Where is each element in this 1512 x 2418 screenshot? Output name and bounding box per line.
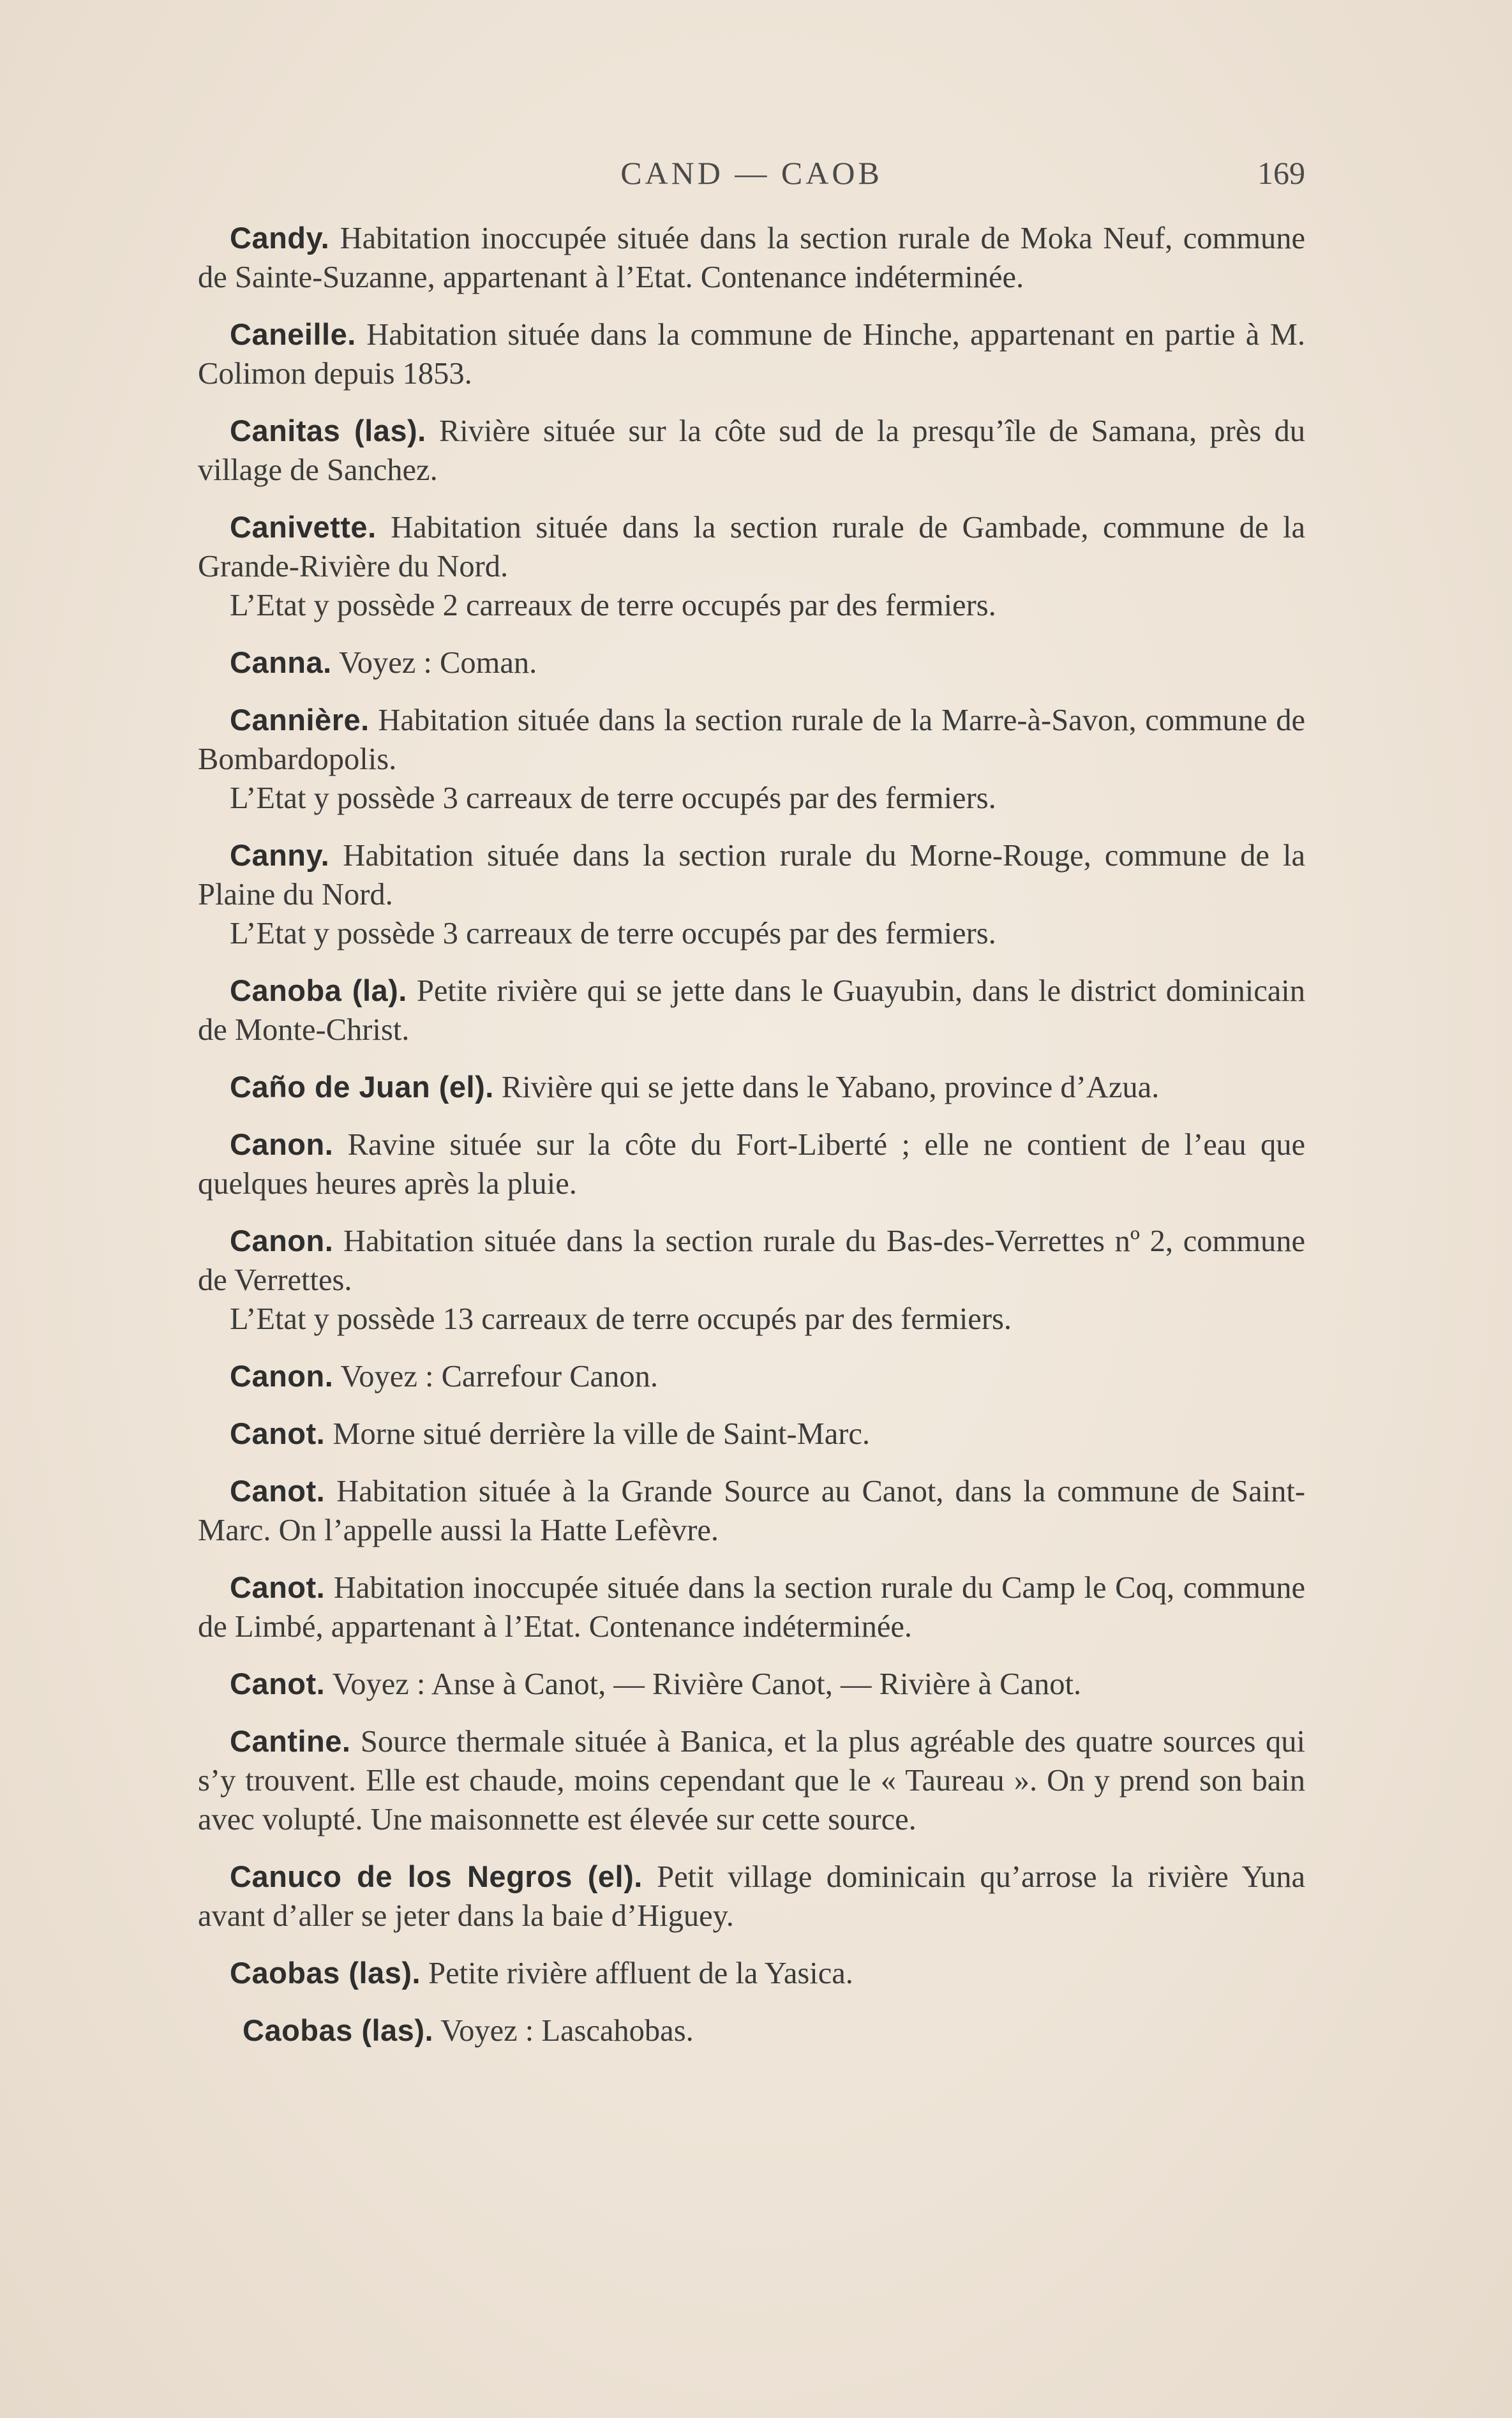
entry-term: Canot.	[230, 1474, 326, 1508]
entry-text: Voyez : Lascahobas.	[433, 2014, 694, 2048]
entry-term: Canot.	[230, 1667, 326, 1701]
entry-term: Cannière.	[230, 703, 370, 737]
entry-cantine	[198, 1722, 1305, 1839]
entry-term: Canon.	[230, 1224, 334, 1258]
entry-paragraph	[198, 507, 1305, 586]
entry-term: Canuco de los Negros (el).	[230, 1859, 643, 1893]
entry-term: Canot.	[230, 1416, 326, 1450]
entry-term: Candy.	[230, 221, 330, 255]
entry-paragraph	[198, 836, 1305, 914]
entry-canon-ravine	[198, 1125, 1305, 1203]
entry-caobas-voyez	[198, 2011, 1305, 2050]
entry-cano-de-juan	[198, 1067, 1305, 1107]
entry-text: Petite rivière qui se jette dans le Guayubin, dans le district dominicain de Monte-Christ.	[198, 974, 1305, 1047]
entry-text: Morne situé derrière la ville de Saint-Marc.	[325, 1417, 871, 1451]
entry-text: Petite rivière affluent de la Yasica.	[421, 1956, 853, 1990]
entry-term: Caobas (las).	[243, 2013, 434, 2047]
entry-canivette	[198, 507, 1305, 625]
entry-term: Cantine.	[230, 1724, 351, 1758]
entry-caobas-riviere	[198, 1953, 1305, 1993]
entry-text: Habitation située dans la section rurale de Gambade, commune de la Grande-Rivière du Nord.	[198, 511, 1305, 583]
entry-canoba	[198, 971, 1305, 1049]
entry-caneille	[198, 315, 1305, 393]
entry-paragraph	[198, 218, 1305, 297]
entry-canot-morne	[198, 1414, 1305, 1453]
running-title: CAND — CAOB	[620, 155, 883, 191]
entry-paragraph	[198, 1953, 1305, 1993]
entry-term: Caño de Juan (el).	[230, 1070, 494, 1104]
entry-paragraph	[198, 411, 1305, 490]
entry-canot-grande-source	[198, 1471, 1305, 1550]
entry-paragraph	[198, 1067, 1305, 1107]
entry-text: Habitation située à la Grande Source au Canot, dans la commune de Saint-Marc. On l’appelle aussi la Hatte Lefèvre.	[198, 1475, 1305, 1547]
entry-term: Caobas (las).	[230, 1956, 421, 1990]
entry-text: Habitation située dans la section rurale de la Marre-à-Savon, commune de Bombardopolis.	[198, 703, 1305, 776]
entry-extra: L’Etat y possède 3 carreaux de terre occupés par des fermiers.	[230, 781, 996, 815]
entry-text: Habitation située dans la section rurale du Bas-des-Verrettes nº 2, commune de Verrettes.	[198, 1224, 1305, 1297]
entry-canot-camp-le-coq	[198, 1568, 1305, 1646]
entry-extra: L’Etat y possède 3 carreaux de terre occupés par des fermiers.	[230, 917, 996, 950]
entry-text: Voyez : Carrefour Canon.	[333, 1360, 658, 1393]
entry-term: Canitas (las).	[230, 414, 426, 447]
entry-text: Habitation inoccupée située dans la section rurale du Camp le Coq, commune de Limbé, appartenant à l’Etat. Contenance indéterminée.	[198, 1571, 1305, 1644]
entry-paragraph	[198, 1414, 1305, 1453]
dictionary-entries	[198, 218, 1305, 2068]
entry-paragraph	[198, 1125, 1305, 1203]
entry-text: Habitation située dans la section rurale du Morne-Rouge, commune de la Plaine du Nord.	[198, 839, 1305, 912]
entry-canon-voyez	[198, 1356, 1305, 1396]
entry-paragraph	[198, 971, 1305, 1049]
entry-paragraph	[198, 1221, 1305, 1300]
entry-term: Caneille.	[230, 317, 356, 351]
entry-canny	[198, 836, 1305, 953]
entry-canniere	[198, 700, 1305, 818]
entry-extra: L’Etat y possède 2 carreaux de terre occupés par des fermiers.	[230, 589, 996, 622]
running-head	[198, 154, 1305, 199]
entry-term: Canna.	[230, 645, 332, 679]
entry-text: Habitation située dans la commune de Hinche, appartenant en partie à M. Colimon depuis 1853.	[198, 318, 1305, 391]
entry-text: Voyez : Anse à Canot, — Rivière Canot, — Rivière à Canot.	[325, 1667, 1082, 1701]
entry-term: Canon.	[230, 1359, 334, 1393]
entry-text: Source thermale située à Banica, et la plus agréable des quatre sources qui s’y trouvent. Elle est chaude, moins cependant que le « Taureau ». On y prend son bain avec volupté. Une maisonnette est élevée sur cette source.	[198, 1725, 1305, 1836]
entry-paragraph	[198, 1568, 1305, 1646]
entry-canna	[198, 643, 1305, 682]
entry-canitas	[198, 411, 1305, 490]
entry-term: Canivette.	[230, 510, 377, 544]
entry-paragraph	[198, 1722, 1305, 1839]
entry-text: Petit village dominicain qu’arrose la rivière Yuna avant d’aller se jeter dans la baie d’Higuey.	[198, 1860, 1305, 1933]
entry-paragraph	[198, 1471, 1305, 1550]
entry-canon-habitation	[198, 1221, 1305, 1339]
entry-text: Ravine située sur la côte du Fort-Liberté ; elle ne contient de l’eau que quelques heures après la pluie.	[198, 1128, 1305, 1201]
entry-paragraph	[198, 643, 1305, 682]
entry-extra: L’Etat y possède 13 carreaux de terre occupés par des fermiers.	[230, 1302, 1012, 1336]
entry-term: Canoba (la).	[230, 973, 407, 1007]
entry-term: Canny.	[230, 838, 330, 872]
entry-term: Canon.	[230, 1127, 334, 1161]
entry-text: Habitation inoccupée située dans la section rurale de Moka Neuf, commune de Sainte-Suzanne, appartenant à l’Etat. Contenance indéterminée.	[198, 222, 1305, 294]
entry-term: Canot.	[230, 1570, 326, 1604]
entry-paragraph	[198, 700, 1305, 779]
entry-canuco-de-los-negros	[198, 1857, 1305, 1935]
entry-paragraph	[198, 1356, 1305, 1396]
entry-paragraph	[198, 1664, 1305, 1704]
page-number: 169	[1257, 155, 1305, 191]
entry-candy	[198, 218, 1305, 297]
entry-paragraph	[198, 1857, 1305, 1935]
entry-paragraph	[198, 2011, 1305, 2050]
entry-text: Rivière située sur la côte sud de la presqu’île de Samana, près du village de Sanchez.	[198, 414, 1305, 487]
entry-paragraph	[198, 315, 1305, 393]
entry-text: Voyez : Coman.	[331, 646, 537, 680]
entry-text: Rivière qui se jette dans le Yabano, province d’Azua.	[493, 1070, 1160, 1104]
entry-canot-voyez	[198, 1664, 1305, 1704]
